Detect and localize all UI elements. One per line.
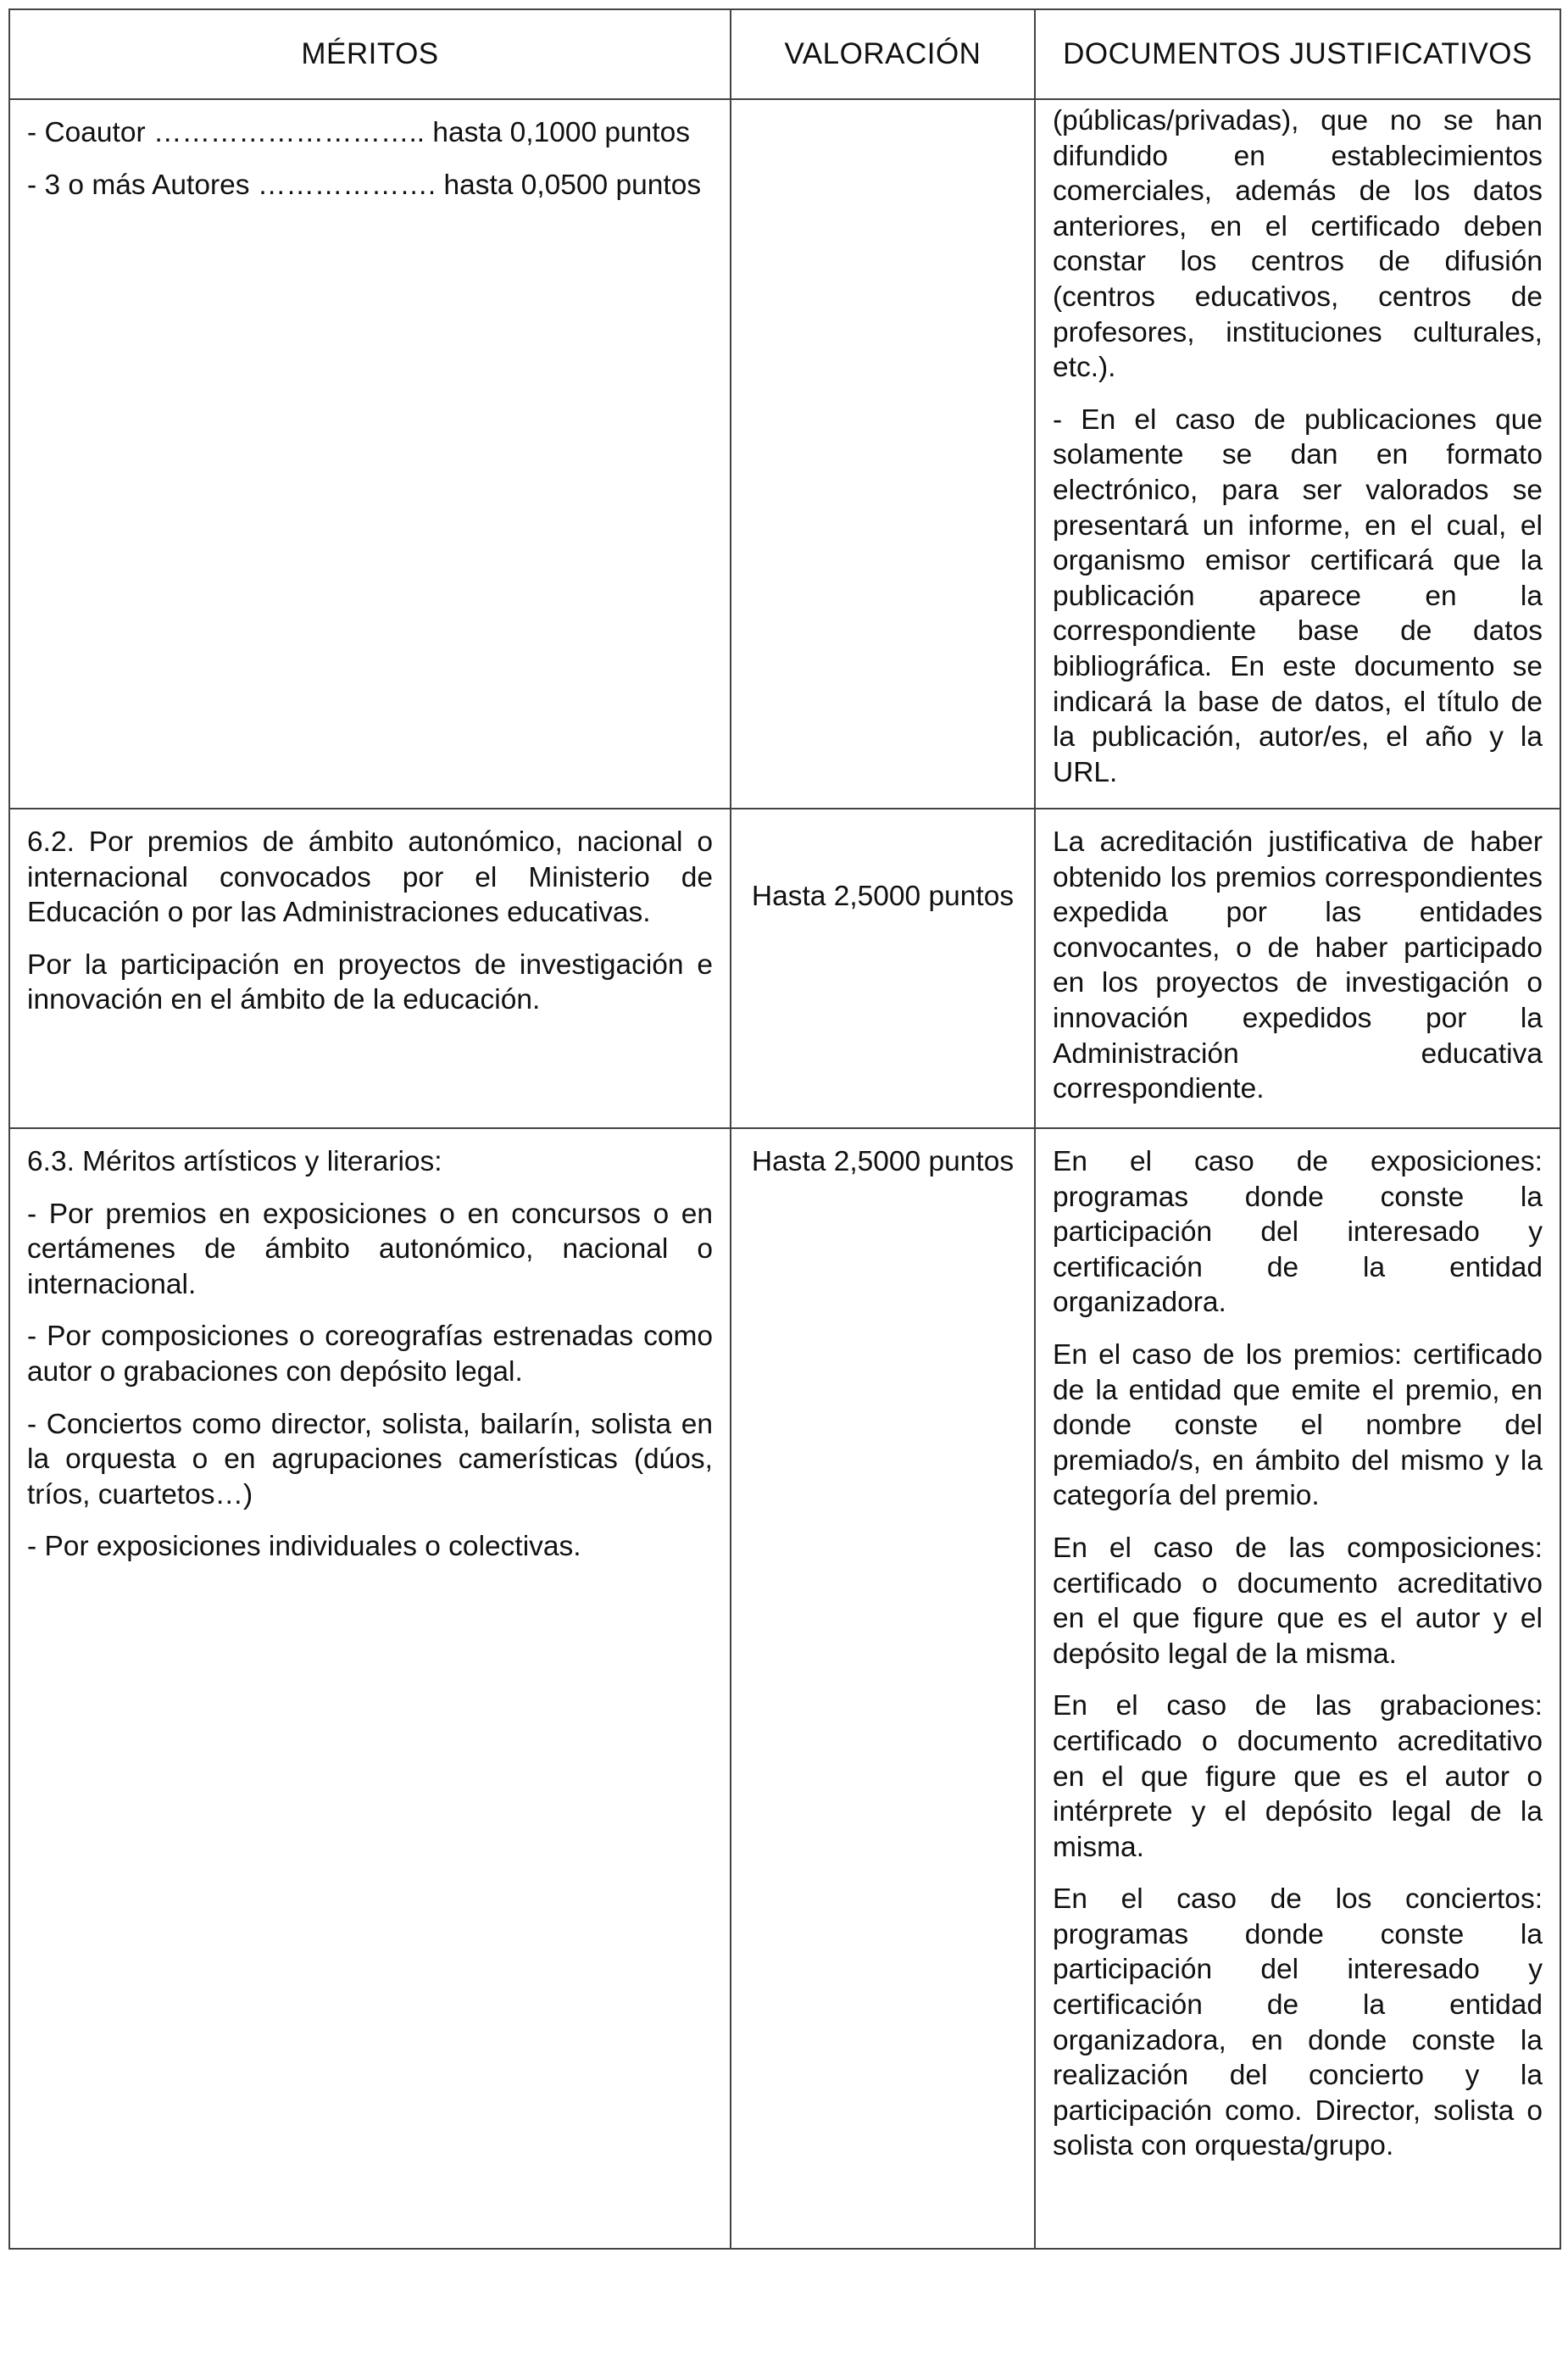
documentos-cell [1035,809,1560,1128]
merito-item: - 3 o más Autores ………………. hasta 0,0500 puntos [27,169,702,201]
header-meritos: MÉRITOS [9,9,731,99]
valoracion-cell [731,99,1035,809]
valoracion-text: Hasta 2,5000 puntos [751,881,1015,912]
merito-item: 6.2. Por premios de ámbito autonómico, nacional o internacional convocados por el Ministerio de Educación o por las Administraciones educativas. [27,826,713,929]
merito-item: - Por premios en exposiciones o en concursos o en certámenes de ámbito autonómico, nacional o internacional. [27,1198,713,1300]
documento-item: En el caso de las grabaciones: certificado o documento acreditativo en el que figure que es el autor o intérprete y el depósito legal de la misma. [1053,1690,1543,1863]
valoracion-cell [731,809,1035,1128]
documentos-cell [1035,1128,1560,2249]
merito-item: 6.3. Méritos artísticos y literarios: [27,1146,442,1177]
documento-item: La acreditación justificativa de haber obtenido los premios correspondientes expedida por las entidades convocantes, o de haber participado en los proyectos de investigación o innovación expedidos por la Administración educativa correspondiente. [1053,826,1543,1105]
table-row [9,99,1560,809]
meritos-cell [9,809,731,1128]
valoracion-text: Hasta 2,5000 puntos [751,1146,1015,1177]
merito-item: - Conciertos como director, solista, bailarín, solista en la orquesta o en agrupaciones camerísticas (dúos, tríos, cuartetos…) [27,1408,713,1510]
documento-item: - En el caso de publicaciones que solamente se dan en formato electrónico, para ser valorados se presentará un informe, en el cual, el organismo emisor certificará que la publicación aparece en la correspondiente base de datos bibliográfica. En este documento se indicará la base de datos, el título de la publicación, autor/es, el año y la URL. [1053,403,1543,788]
valoracion-cell [731,1128,1035,2249]
merito-item: - Por exposiciones individuales o colectivas. [27,1531,581,1563]
documento-item: En el caso de los conciertos: programas donde conste la participación del interesado y certificación de la entidad organizadora, en donde conste la realización del concierto y la participación como. Director, solista o solista con orquesta/grupo. [1053,1883,1543,2162]
header-documentos: DOCUMENTOS JUSTIFICATIVOS [1035,9,1560,99]
header-valoracion: VALORACIÓN [731,9,1035,99]
documento-item: En el caso de los premios: certificado de la entidad que emite el premio, en donde conste el nombre del premiado/s, en ámbito del mismo y la categoría del premio. [1053,1338,1543,1512]
documento-item: En el caso de las composiciones: certificado o documento acreditativo en el que figure que es el autor y el depósito legal de la misma. [1053,1532,1543,1670]
meritos-table [8,8,1561,2250]
valoracion-text [731,100,1034,115]
meritos-cell [9,99,731,809]
table-header-row [9,9,1560,99]
meritos-cell [9,1128,731,2249]
merito-item: - Por composiciones o coreografías estrenadas como autor o grabaciones con depósito legal. [27,1321,713,1388]
table-row [9,809,1560,1128]
documento-item: En el caso de exposiciones: programas donde conste la participación del interesado y certificación de la entidad organizadora. [1053,1146,1543,1319]
merito-item: - Coautor ……………………….. hasta 0,1000 puntos [27,117,690,148]
table-row [9,1128,1560,2249]
merito-item: Por la participación en proyectos de investigación e innovación en el ámbito de la educación. [27,948,713,1016]
documentos-cell [1035,99,1560,809]
documento-item: (públicas/privadas), que no se han difundido en establecimientos comerciales, además de los datos anteriores, en el certificado deben constar los centros de difusión (centros educativos, centros de profesores, instituciones culturales, etc.). [1053,105,1543,384]
